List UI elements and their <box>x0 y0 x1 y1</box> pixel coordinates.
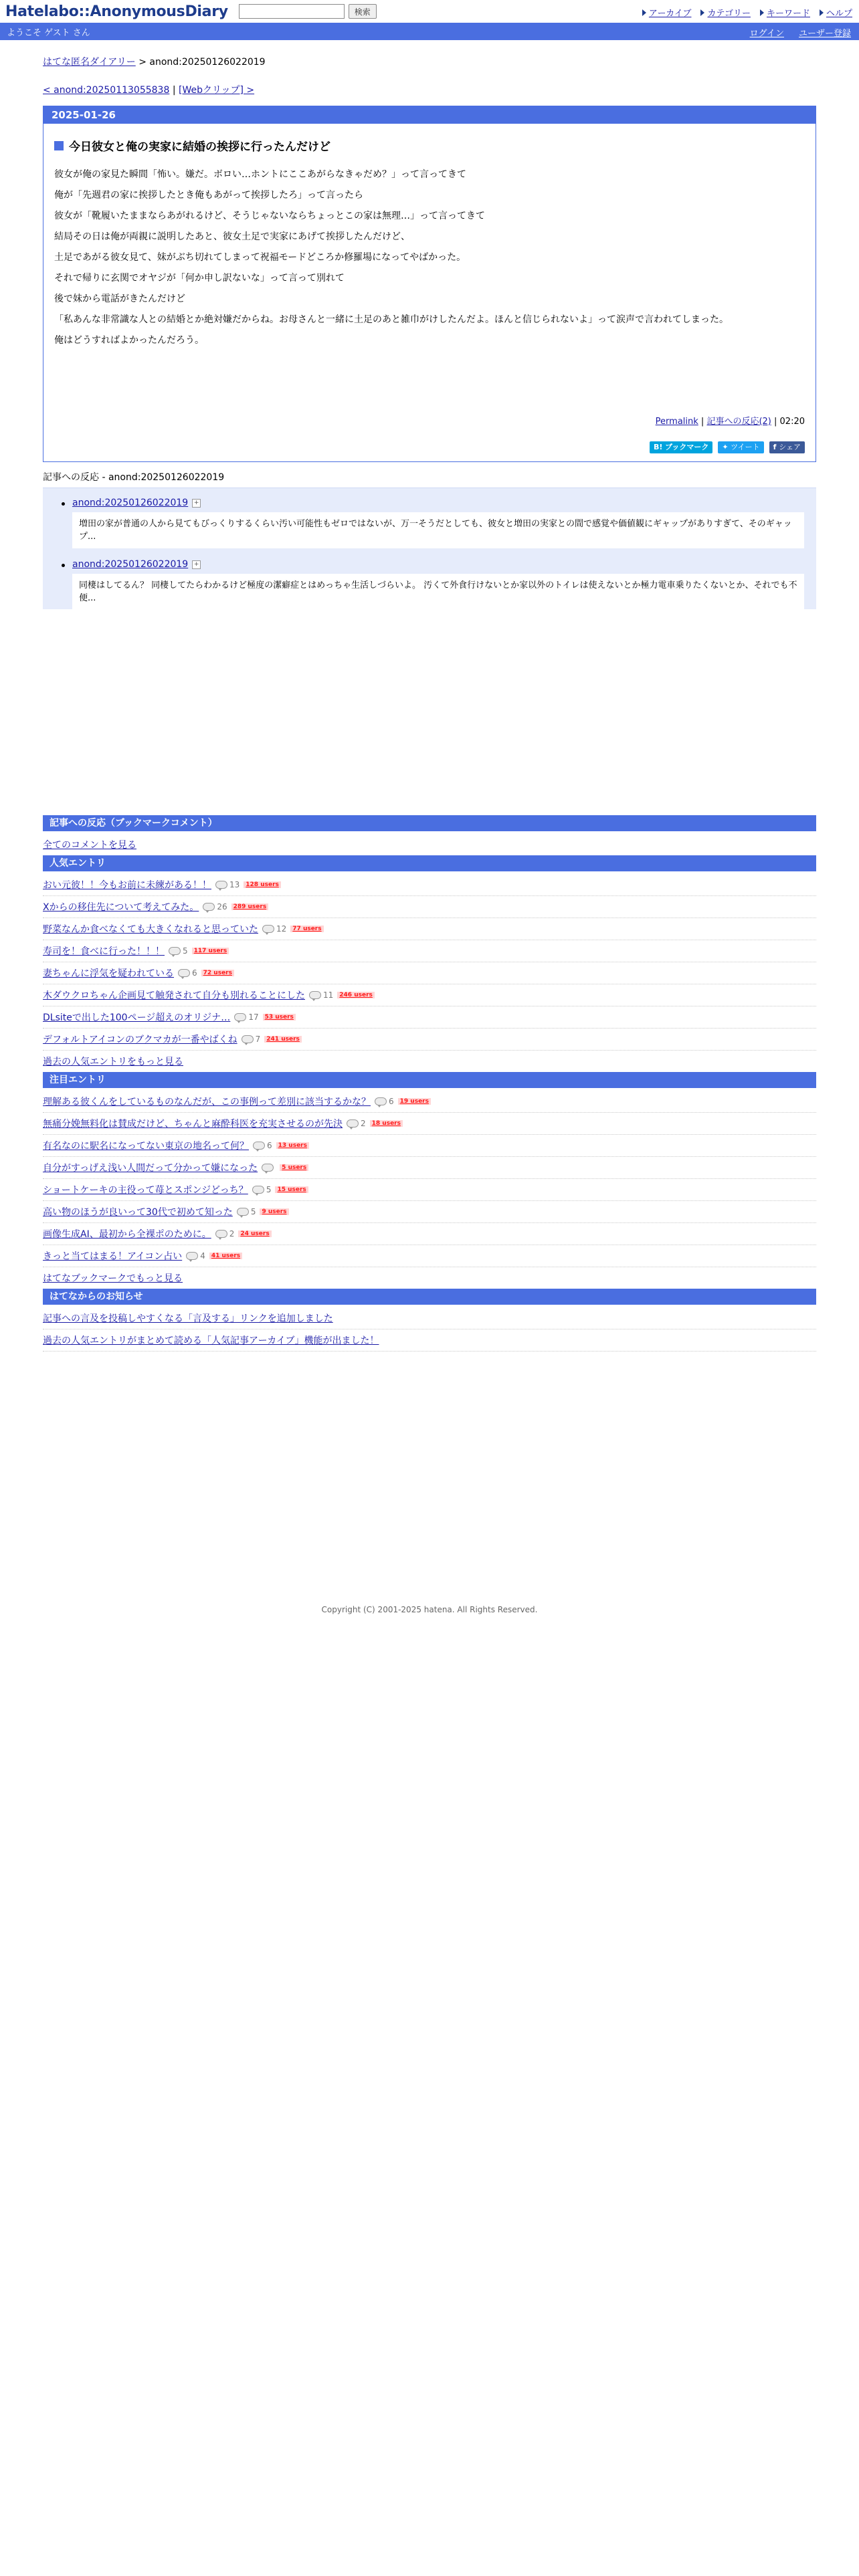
tweet-label: ツイート <box>731 443 760 451</box>
comment-count-value: 7 <box>255 1035 261 1044</box>
entry-paragraph: 後で妹から電話がきたんだけど <box>54 294 185 304</box>
comment-count[interactable] <box>178 968 197 978</box>
login-link[interactable]: ログイン <box>749 29 784 39</box>
reaction-excerpt: 同棲はしてるん？ 同棲してたらわかるけど極度の潔癖症とはめっちゃ生活しづらいよ。 汚くて外食行けないとか家以外のトイレは使えないとか極力電車乗りたくないとか、それでも不便... <box>72 574 804 610</box>
bookmark-users-badge[interactable]: 9 users <box>260 1208 288 1215</box>
footer-copyright: Copyright (C) 2001-2025 hatena. All Rights Reserved. <box>321 1605 538 1614</box>
nav-keyword-label: キーワード <box>766 9 810 19</box>
comment-count[interactable] <box>215 1229 235 1239</box>
entry-row <box>43 896 816 918</box>
top-nav <box>642 6 852 19</box>
bookmark-users-badge[interactable]: 77 users <box>290 926 323 932</box>
comment-count-value: 13 <box>229 880 240 889</box>
bookmark-users-badge[interactable]: 53 users <box>263 1014 296 1021</box>
notice-link[interactable]: 記事への言及を投稿しやすくなる「言及する」リンクを追加しました <box>43 1313 333 1324</box>
entry-day-box <box>43 106 816 462</box>
comment-count[interactable] <box>242 1035 261 1044</box>
comment-count[interactable] <box>375 1097 394 1106</box>
entry-row <box>43 1113 816 1135</box>
comment-count-value: 2 <box>361 1119 366 1128</box>
notices-header: はてなからのお知らせ <box>43 1289 816 1305</box>
triangle-right-icon <box>760 9 764 16</box>
reaction-head <box>72 559 804 570</box>
popular-more-link[interactable]: 過去の人気エントリをもっと見る <box>43 1057 183 1067</box>
reaction-item <box>72 498 804 548</box>
tweet-button[interactable] <box>718 441 763 453</box>
nav-archive-label: アーカイブ <box>648 9 692 19</box>
featured-more-link[interactable]: はてなブックマークでもっと見る <box>43 1273 183 1284</box>
comment-count[interactable] <box>169 946 188 956</box>
facebook-share-button[interactable] <box>769 441 805 453</box>
bookmark-users-badge[interactable]: 13 users <box>276 1142 309 1149</box>
entry-link[interactable]: きっと当てはまる！アイコン占い <box>43 1251 183 1262</box>
entry-row <box>43 1135 816 1157</box>
entry-link[interactable]: 妻ちゃんに浮気を疑われている <box>43 968 174 979</box>
entry-row <box>43 1029 816 1051</box>
notice-item <box>43 1307 816 1329</box>
search-button[interactable]: 検索 <box>349 4 377 19</box>
popular-more-row <box>43 1051 816 1072</box>
entry-paragraph: 彼女が俺の家見た瞬間「怖い。嫌だ。ボロい…ホントにここあがらなきゃだめ？」って言ってきて <box>54 169 466 180</box>
bookmark-users-badge[interactable]: 18 users <box>370 1120 403 1127</box>
entry-link[interactable]: 自分がすっげえ浅い人間だって分かって嫌になった <box>43 1163 258 1174</box>
expand-icon[interactable]: + <box>192 499 201 508</box>
comment-count[interactable] <box>186 1251 205 1261</box>
comment-count-value: 5 <box>250 1207 256 1216</box>
entry-paragraph: 俺が「先週君の家に挨拶したとき俺もあがって挨拶したろ」って言ったら <box>54 190 363 201</box>
comment-count[interactable] <box>262 924 286 934</box>
web-clip-link[interactable]: [Webクリップ] > <box>179 85 255 96</box>
entry-link[interactable]: 寿司を！食べに行った！！！ <box>43 946 165 957</box>
facebook-share-label: シェア <box>779 443 801 451</box>
nav-help[interactable] <box>820 6 852 19</box>
nav-help-label: ヘルプ <box>826 9 852 19</box>
title-square-icon <box>54 141 64 150</box>
welcome-text: ようこそ ゲスト さん <box>7 27 90 38</box>
nav-archive[interactable] <box>642 6 692 19</box>
comment-bubble-icon <box>203 903 215 911</box>
comment-count[interactable] <box>252 1185 272 1194</box>
popular-list <box>43 874 816 1051</box>
site-logo[interactable]: Hatelabo::AnonymousDiary <box>5 3 228 20</box>
popular-entries-header: 人気エントリ <box>43 855 816 871</box>
user-bar <box>0 23 859 40</box>
bookmark-users-badge[interactable]: 241 users <box>264 1036 302 1043</box>
comment-bubble-icon <box>242 1035 254 1043</box>
comment-count-value: 11 <box>323 990 334 1000</box>
triangle-right-icon <box>642 9 646 16</box>
comment-count-value: 6 <box>267 1141 272 1150</box>
comment-count-value: 26 <box>217 902 227 911</box>
reaction-item <box>72 559 804 610</box>
notice-item <box>43 1329 816 1352</box>
entry-paragraph: それで帰りに玄関でオヤジが「何か申し訳ないな」って言って別れて <box>54 273 345 284</box>
entry-link[interactable]: 野菜なんか食べなくても大きくなれると思っていた <box>43 924 258 935</box>
entry-body <box>43 124 816 461</box>
bookmark-users-badge[interactable]: 24 users <box>238 1230 271 1237</box>
entry-paragraph: 俺はどうすればよかったんだろう。 <box>54 335 204 346</box>
comment-count-value: 6 <box>192 968 197 978</box>
search-form <box>239 4 377 19</box>
bookmark-users-badge[interactable]: 41 users <box>209 1253 242 1259</box>
entry-paragraph: 「私あんな非常識な人との結婚とか絶対嫌だからね。お母さんと一緒に土足のあと雑巾がけしたんだよ。ほんと信じられないよ」って涙声で言われてしまった。 <box>54 314 729 325</box>
nav-category[interactable] <box>700 6 750 19</box>
comment-bubble-icon <box>262 925 274 933</box>
bookmark-users-badge[interactable]: 5 users <box>280 1164 308 1171</box>
search-input[interactable] <box>239 4 345 19</box>
comment-count[interactable] <box>203 902 227 911</box>
comment-count-value: 5 <box>266 1185 272 1194</box>
comment-bubble-icon <box>215 881 227 889</box>
comment-bubble-icon <box>262 1164 274 1172</box>
register-link[interactable]: ユーザー登録 <box>798 29 851 39</box>
facebook-f-icon: f <box>773 443 779 451</box>
comment-count-value: 4 <box>200 1251 205 1261</box>
entry-paragraph: 土足であがる彼女見て、妹がぶち切れてしまって祝福モードどころか修羅場になってやばかった。 <box>54 252 466 263</box>
bookmark-users-badge[interactable]: 72 users <box>201 970 234 976</box>
reaction-link[interactable]: anond:20250126022019 <box>72 498 189 508</box>
bookmark-users-badge[interactable]: 128 users <box>244 881 281 888</box>
triangle-right-icon <box>820 9 824 16</box>
breadcrumb <box>43 55 816 68</box>
entry-row <box>43 1179 816 1201</box>
comment-count[interactable] <box>215 880 240 889</box>
entry-row <box>43 1006 816 1029</box>
comment-count-value: 12 <box>276 924 287 934</box>
entry-link[interactable]: 高い物のほうが良いって30代で初めて知った <box>43 1207 233 1218</box>
comment-bubble-icon <box>375 1097 387 1105</box>
entry-row <box>43 984 816 1006</box>
triangle-right-icon <box>700 9 704 16</box>
reactions-box <box>43 488 816 609</box>
entry-row <box>43 1091 816 1113</box>
expand-icon[interactable]: + <box>192 560 201 569</box>
comment-count-value: 17 <box>248 1012 259 1022</box>
featured-list <box>43 1091 816 1267</box>
twitter-bird-icon: ✦ <box>722 443 731 451</box>
entry-footer-sep: | <box>771 417 780 427</box>
entry-link[interactable]: デフォルトアイコンのブクマカが一番やばくね <box>43 1035 237 1045</box>
reaction-head <box>72 498 804 508</box>
entry-title <box>54 137 805 154</box>
entry-link[interactable]: おい元彼！！今もお前に未練がある！！ <box>43 880 211 891</box>
comment-bubble-icon <box>169 947 181 955</box>
entry-link[interactable]: 有名なのに駅名になってない東京の地名って何？ <box>43 1141 249 1152</box>
comment-bubble-icon <box>186 1252 198 1260</box>
entry-nav <box>43 83 816 96</box>
main-content <box>43 40 816 1352</box>
entry-link[interactable]: ショートケーキの主役って苺とスポンジどっち？ <box>43 1185 248 1196</box>
entry-paragraph: 彼女が「靴履いたままならあがれるけど、そうじゃないならちょっとこの家は無理…」って言ってきて <box>54 211 485 221</box>
bookmark-users-badge[interactable]: 117 users <box>192 948 229 954</box>
entry-link[interactable]: DLsiteで出した100ページ超えのオリジナ… <box>43 1012 231 1023</box>
comment-count[interactable] <box>347 1119 366 1128</box>
comment-bubble-icon <box>234 1013 246 1021</box>
comment-count[interactable] <box>309 990 333 1000</box>
entry-row <box>43 1201 816 1223</box>
entry-link[interactable]: 画像生成AI、最初から全裸ポのために。 <box>43 1229 211 1240</box>
top-bar <box>0 0 859 23</box>
share-buttons <box>54 441 805 453</box>
reactions-title: 記事への反応 - anond:20250126022019 <box>43 472 225 483</box>
featured-entries-header: 注目エントリ <box>43 1072 816 1088</box>
breadcrumb-current: anond:20250126022019 <box>149 57 266 68</box>
entry-link[interactable]: Xからの移住先について考えてみた。 <box>43 902 199 913</box>
entry-row <box>43 1245 816 1267</box>
entry-footer-sep: | <box>698 417 707 427</box>
entry-row <box>43 874 816 896</box>
permalink[interactable]: Permalink <box>655 417 698 427</box>
all-comments-row <box>43 834 816 855</box>
comment-bubble-icon <box>215 1230 227 1238</box>
comment-count-value: 6 <box>389 1097 394 1106</box>
comment-count-value: 5 <box>183 946 188 956</box>
bookmark-users-badge[interactable]: 246 users <box>337 992 375 998</box>
comment-bubble-icon <box>178 969 190 977</box>
entry-row <box>43 1157 816 1179</box>
entry-link[interactable]: 理解ある彼くんをしているものなんだが、この事例って差別に該当するかな？ <box>43 1097 371 1107</box>
nav-category-label: カテゴリー <box>707 9 751 19</box>
featured-more-row <box>43 1267 816 1289</box>
reactions-count-link[interactable]: 記事への反応(2) <box>706 417 771 427</box>
entry-time: 02:20 <box>779 417 805 427</box>
comment-count-value: 2 <box>229 1229 235 1239</box>
comment-bubble-icon <box>347 1119 359 1128</box>
prev-entry-link[interactable]: < anond:20250113055838 <box>43 85 170 96</box>
hatena-bookmark-button[interactable]: B! ブックマーク <box>650 441 712 453</box>
entry-title-link[interactable]: 今日彼女と俺の実家に結婚の挨拶に行ったんだけど <box>69 140 330 154</box>
user-bar-links <box>750 26 851 39</box>
bookmark-comments-header: 記事への反応（ブックマークコメント） <box>43 815 816 831</box>
all-comments-link[interactable]: 全てのコメントを見る <box>43 840 136 851</box>
breadcrumb-home[interactable]: はてな匿名ダイアリー <box>43 57 136 68</box>
entry-paragraph: 結局その日は俺が両親に説明したあと、彼女土足で実家にあげて挨拶したんだけど、 <box>54 231 410 242</box>
comment-count[interactable] <box>237 1207 256 1216</box>
entry-link[interactable]: 無痛分娩無料化は賛成だけど、ちゃんと麻酔科医を充実させるのが先決 <box>43 1119 343 1130</box>
entry-nav-divider: | <box>169 85 179 96</box>
comment-count[interactable] <box>253 1141 272 1150</box>
entry-row <box>43 1223 816 1245</box>
comment-bubble-icon <box>309 991 321 999</box>
entry-link[interactable]: 木ダウクロちゃん企画見て触発されて自分も別れることにした <box>43 990 305 1001</box>
entry-row <box>43 940 816 962</box>
notice-link[interactable]: 過去の人気エントリがまとめて読める「人気記事アーカイブ」機能が出ました！ <box>43 1335 379 1346</box>
entry-row <box>43 962 816 984</box>
reaction-excerpt: 増田の家が普通の人から見てもびっくりするくらい汚い可能性もゼロではないが、万一そうだとしても、彼女と増田の実家との間で感覚や価値観にギャップがありすぎて、そのギャップ... <box>72 512 804 548</box>
breadcrumb-separator: > <box>135 57 150 68</box>
comment-count[interactable] <box>262 1164 276 1172</box>
bookmark-users-badge[interactable]: 15 users <box>275 1186 308 1193</box>
entry-row <box>43 918 816 940</box>
entry-footer <box>54 414 805 427</box>
comment-bubble-icon <box>252 1186 264 1194</box>
nav-keyword[interactable] <box>760 6 810 19</box>
reaction-link[interactable]: anond:20250126022019 <box>72 559 189 570</box>
bookmark-users-badge[interactable]: 289 users <box>231 903 269 910</box>
entry-date: 2025-01-26 <box>43 106 816 124</box>
comment-bubble-icon <box>253 1142 265 1150</box>
ad-space <box>43 609 816 815</box>
comment-bubble-icon <box>237 1208 249 1216</box>
comment-count[interactable] <box>234 1012 258 1022</box>
bookmark-users-badge[interactable]: 19 users <box>398 1098 431 1105</box>
